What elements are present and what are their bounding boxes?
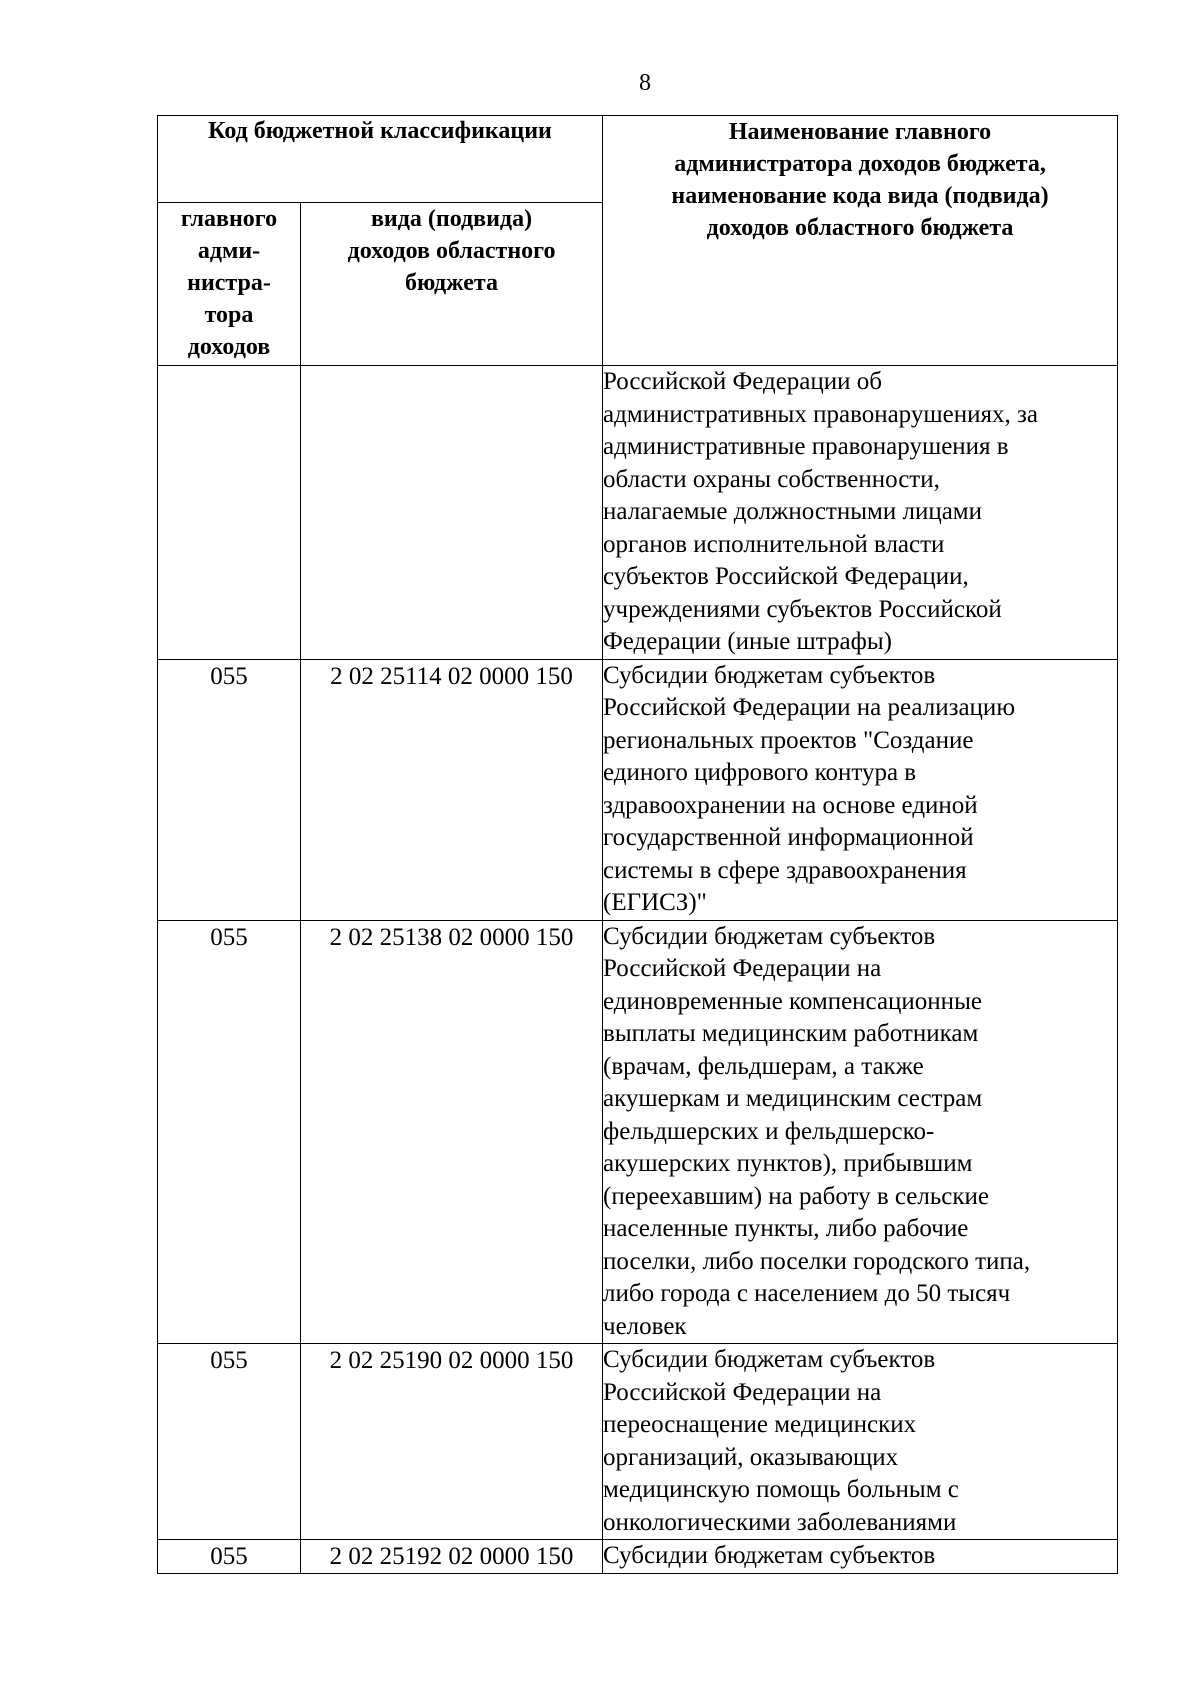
income-code-cell: 2 02 25138 02 0000 150: [301, 920, 603, 1344]
admin-code-cell: [158, 366, 301, 660]
income-code-cell: 2 02 25190 02 0000 150: [301, 1344, 603, 1540]
income-code-cell: 2 02 25114 02 0000 150: [301, 659, 603, 920]
table-row: [158, 1540, 1118, 1574]
admin-code-cell: 055: [158, 920, 301, 1344]
income-name-cell: Субсидии бюджетам субъектов Российской Федерации на переоснащение медицинских организаций, оказывающих медицинскую помощь больным с онкологическими заболеваниями: [603, 1344, 1118, 1540]
admin-code-cell: 055: [158, 1540, 301, 1574]
admin-code-cell: 055: [158, 659, 301, 920]
income-name-cell: Субсидии бюджетам субъектов Российской Федерации на единовременные компенсационные выплаты медицинским работникам (врачам, фельдшерам, а также акушеркам и медицинским сестрам фельдшерских и фельдшерско- акушерских пунктов), прибывшим (переехавшим) на работу в сельские населенные пункты, либо рабочие поселки, либо поселки городского типа, либо города с населением до 50 тысяч человек: [603, 920, 1118, 1344]
admin-code-cell: 055: [158, 1344, 301, 1540]
table-row: [158, 659, 1118, 920]
income-name-cell: Субсидии бюджетам субъектов: [603, 1540, 1118, 1574]
income-code-cell: 2 02 25192 02 0000 150: [301, 1540, 603, 1574]
header-budget-classification-code: Код бюджетной классификации: [158, 116, 603, 203]
table-row: [158, 366, 1118, 660]
page-number: 8: [639, 70, 651, 96]
income-name-cell: Субсидии бюджетам субъектов Российской Федерации на реализацию региональных проектов "Создание единого цифрового контура в здравоохранении на основе единой государственной информационной системы в сфере здравоохранения (ЕГИСЗ)": [603, 659, 1118, 920]
table-header-row: [158, 116, 1118, 203]
budget-classification-table: [157, 115, 1118, 1574]
header-name-column: Наименование главного администратора доходов бюджета, наименование кода вида (подвида) доходов областного бюджета: [603, 116, 1118, 366]
income-code-cell: [301, 366, 603, 660]
table-row: [158, 1344, 1118, 1540]
header-admin-column: главного адми- нистра- тора доходов: [158, 203, 301, 366]
header-type-column: вида (подвида) доходов областного бюджета: [301, 203, 603, 366]
income-name-cell: Российской Федерации об административных правонарушениях, за административные правонарушения в области охраны собственности, налагаемые должностными лицами органов исполнительной власти субъектов Российской Федерации, учреждениями субъектов Российской Федерации (иные штрафы): [603, 366, 1118, 660]
table-row: [158, 920, 1118, 1344]
